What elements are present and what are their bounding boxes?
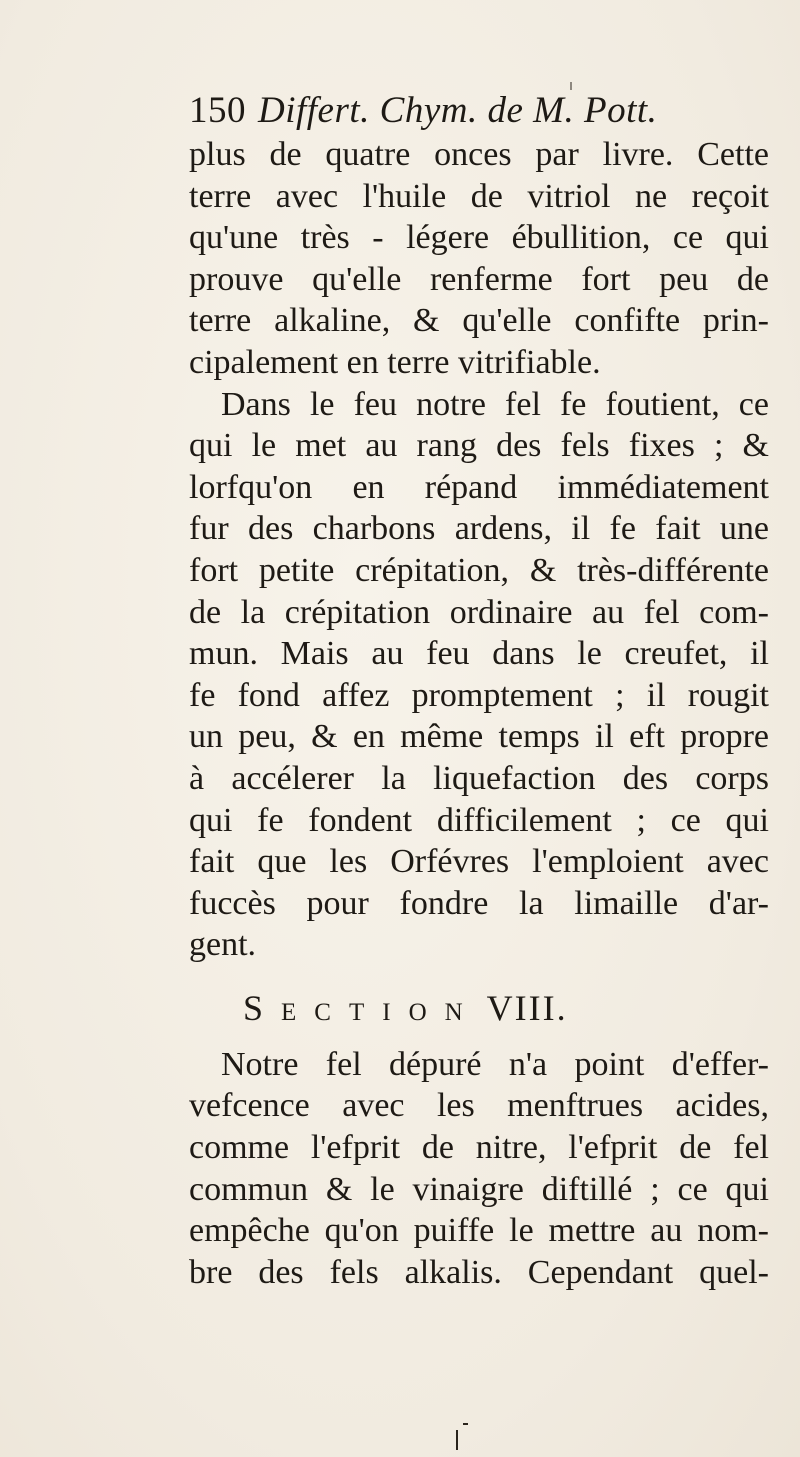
text-line: fe fond affez promptement ; il rougit [189, 676, 769, 714]
ink-speck [570, 82, 572, 90]
text-line: prouve qu'elle renferme fort peu de [189, 260, 769, 298]
text-line: fort petite crépitation, & très-différente [189, 551, 769, 589]
text-line: fait que les Orfévres l'emploient avec [189, 843, 769, 881]
running-title: Differt. Chym. de M. Pott. [258, 90, 658, 131]
text-line: qui fe fondent difficilement ; ce qui [189, 801, 769, 839]
paragraph-2 [189, 384, 769, 966]
text-line: Dans le feu notre fel fe foutient, ce [221, 385, 769, 423]
text-line: fuccès pour fondre la limaille d'ar- [189, 884, 769, 922]
text-line: fur des charbons ardens, il fe fait une [189, 510, 769, 548]
page-text [189, 88, 769, 1293]
text-line: terre alkaline, & qu'elle confifte prin- [189, 302, 769, 340]
running-header [189, 88, 769, 134]
text-line: cipalement en terre vitrifiable. [189, 343, 601, 381]
text-line: terre avec l'huile de vitriol ne reçoit [189, 177, 769, 215]
text-line: comme l'efprit de nitre, l'efprit de fel [189, 1129, 769, 1167]
text-line: de la crépitation ordinaire au fel com- [189, 593, 769, 631]
paragraph-1 [189, 134, 769, 384]
page-number: 150 [189, 90, 246, 131]
section-number: VIII. [486, 987, 568, 1028]
text-line: un peu, & en même temps il eft propre [189, 718, 769, 756]
text-line: à accélerer la liquefaction des corps [189, 759, 769, 797]
text-line: mun. Mais au feu dans le creufet, il [189, 635, 769, 673]
text-line: gent. [189, 926, 257, 964]
text-line: empêche qu'on puiffe le mettre au nom- [189, 1212, 769, 1250]
ink-speck [456, 1430, 458, 1450]
text-line: Notre fel dépuré n'a point d'effer- [221, 1045, 769, 1083]
section-heading [189, 978, 769, 1038]
text-line: bre des fels alkalis. Cependant quel- [189, 1253, 769, 1291]
text-line: lorfqu'on en répand immédiatement [189, 468, 769, 506]
text-line: qui le met au rang des fels fixes ; & [189, 427, 769, 465]
text-line: vefcence avec les menftrues acides, [189, 1087, 769, 1125]
paragraph-3 [189, 1044, 769, 1294]
text-line: qu'une très - légere ébullition, ce qui [189, 219, 769, 257]
text-line: plus de quatre onces par livre. Cette [189, 136, 769, 173]
section-word: Section [243, 987, 481, 1028]
ink-speck [463, 1423, 468, 1425]
text-line: commun & le vinaigre diftillé ; ce qui [189, 1170, 769, 1208]
